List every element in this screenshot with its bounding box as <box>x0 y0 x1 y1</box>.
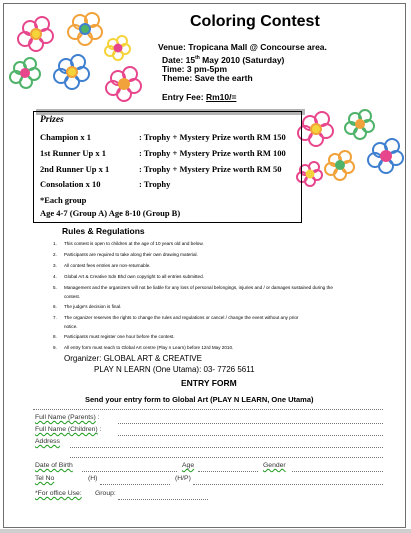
gender-label: Gender <box>263 462 286 469</box>
age-field[interactable] <box>198 471 258 472</box>
office-use-label: *For office Use: <box>35 490 82 497</box>
prize-rank: Consolation x 10 <box>40 179 101 189</box>
send-instruction: Send your entry form to Global Art (PLAY N LEARN, One Utama) <box>85 395 314 404</box>
prize-reward: : Trophy <box>139 179 171 189</box>
tel-hp-label: (H/P) <box>175 475 191 482</box>
flowers-decoration-right <box>290 105 405 195</box>
prize-reward: : Trophy + Mystery Prize worth RM 50 <box>139 164 282 174</box>
address-label: Address <box>35 438 60 445</box>
prize-rank: Champion x 1 <box>40 132 92 142</box>
flower-icon <box>106 67 141 101</box>
flower-icon <box>105 36 130 60</box>
prizes-box <box>33 111 302 223</box>
group-label: Group: <box>95 490 116 497</box>
flower-icon <box>368 139 403 173</box>
age-groups: Age 4-7 (Group A) Age 8-10 (Group B) <box>40 208 181 218</box>
flower-icon <box>298 112 333 146</box>
date-of-birth-label: Date of Birth <box>35 462 73 469</box>
each-group-note: *Each group <box>40 195 87 205</box>
flower-icon <box>68 13 102 45</box>
flower-icon <box>18 17 53 51</box>
prize-rank: 2nd Runner Up x 1 <box>40 164 110 174</box>
prize-reward: : Trophy + Mystery Prize worth RM 150 <box>139 132 286 142</box>
date-text: Date: 15th May 2010 (Saturday) <box>162 55 285 65</box>
address-field-line-2[interactable] <box>70 457 383 458</box>
tel-hp-field[interactable] <box>193 484 383 485</box>
venue-text: Venue: Tropicana Mall @ Concourse area. <box>158 42 327 52</box>
prizes-title: Prizes <box>40 115 64 125</box>
flower-icon <box>10 58 40 88</box>
tel-no-label: Tel No <box>35 475 55 482</box>
time-text: Time: 3 pm-5pm <box>162 64 228 74</box>
flowers-decoration-top-left <box>8 6 158 106</box>
page-shadow <box>0 529 411 533</box>
full-name-parents-label: Full Name (Parents) : <box>35 414 100 421</box>
full-name-parents-field[interactable] <box>118 423 383 424</box>
age-label: Age <box>182 462 195 469</box>
organizer-phone: PLAY N LEARN (One Utama): 03- 7726 5611 <box>94 365 255 374</box>
flower-icon <box>54 55 89 89</box>
flower-icon <box>345 110 374 139</box>
date-of-birth-field[interactable] <box>82 471 177 472</box>
rules-title: Rules & Regulations <box>62 226 145 236</box>
gender-field[interactable] <box>292 471 383 472</box>
group-field[interactable] <box>118 499 208 500</box>
organizer-line: Organizer: GLOBAL ART & CREATIVE <box>64 354 202 363</box>
page-title: Coloring Contest <box>190 13 320 30</box>
tel-home-label: (H) <box>88 475 98 482</box>
separator-line <box>33 409 383 410</box>
prize-rank: 1st Runner Up x 1 <box>40 148 106 158</box>
flower-icon <box>325 151 354 180</box>
tel-home-field[interactable] <box>100 484 170 485</box>
prize-reward: : Trophy + Mystery Prize worth RM 100 <box>139 148 286 158</box>
entry-fee: Entry Fee: Rm10/= <box>162 92 237 102</box>
full-name-children-label: Full Name (Children) : <box>35 426 102 433</box>
theme-text: Theme: Save the earth <box>162 73 253 83</box>
entry-form-title: ENTRY FORM <box>181 378 237 388</box>
full-name-children-field[interactable] <box>118 435 383 436</box>
address-field[interactable] <box>70 447 383 448</box>
